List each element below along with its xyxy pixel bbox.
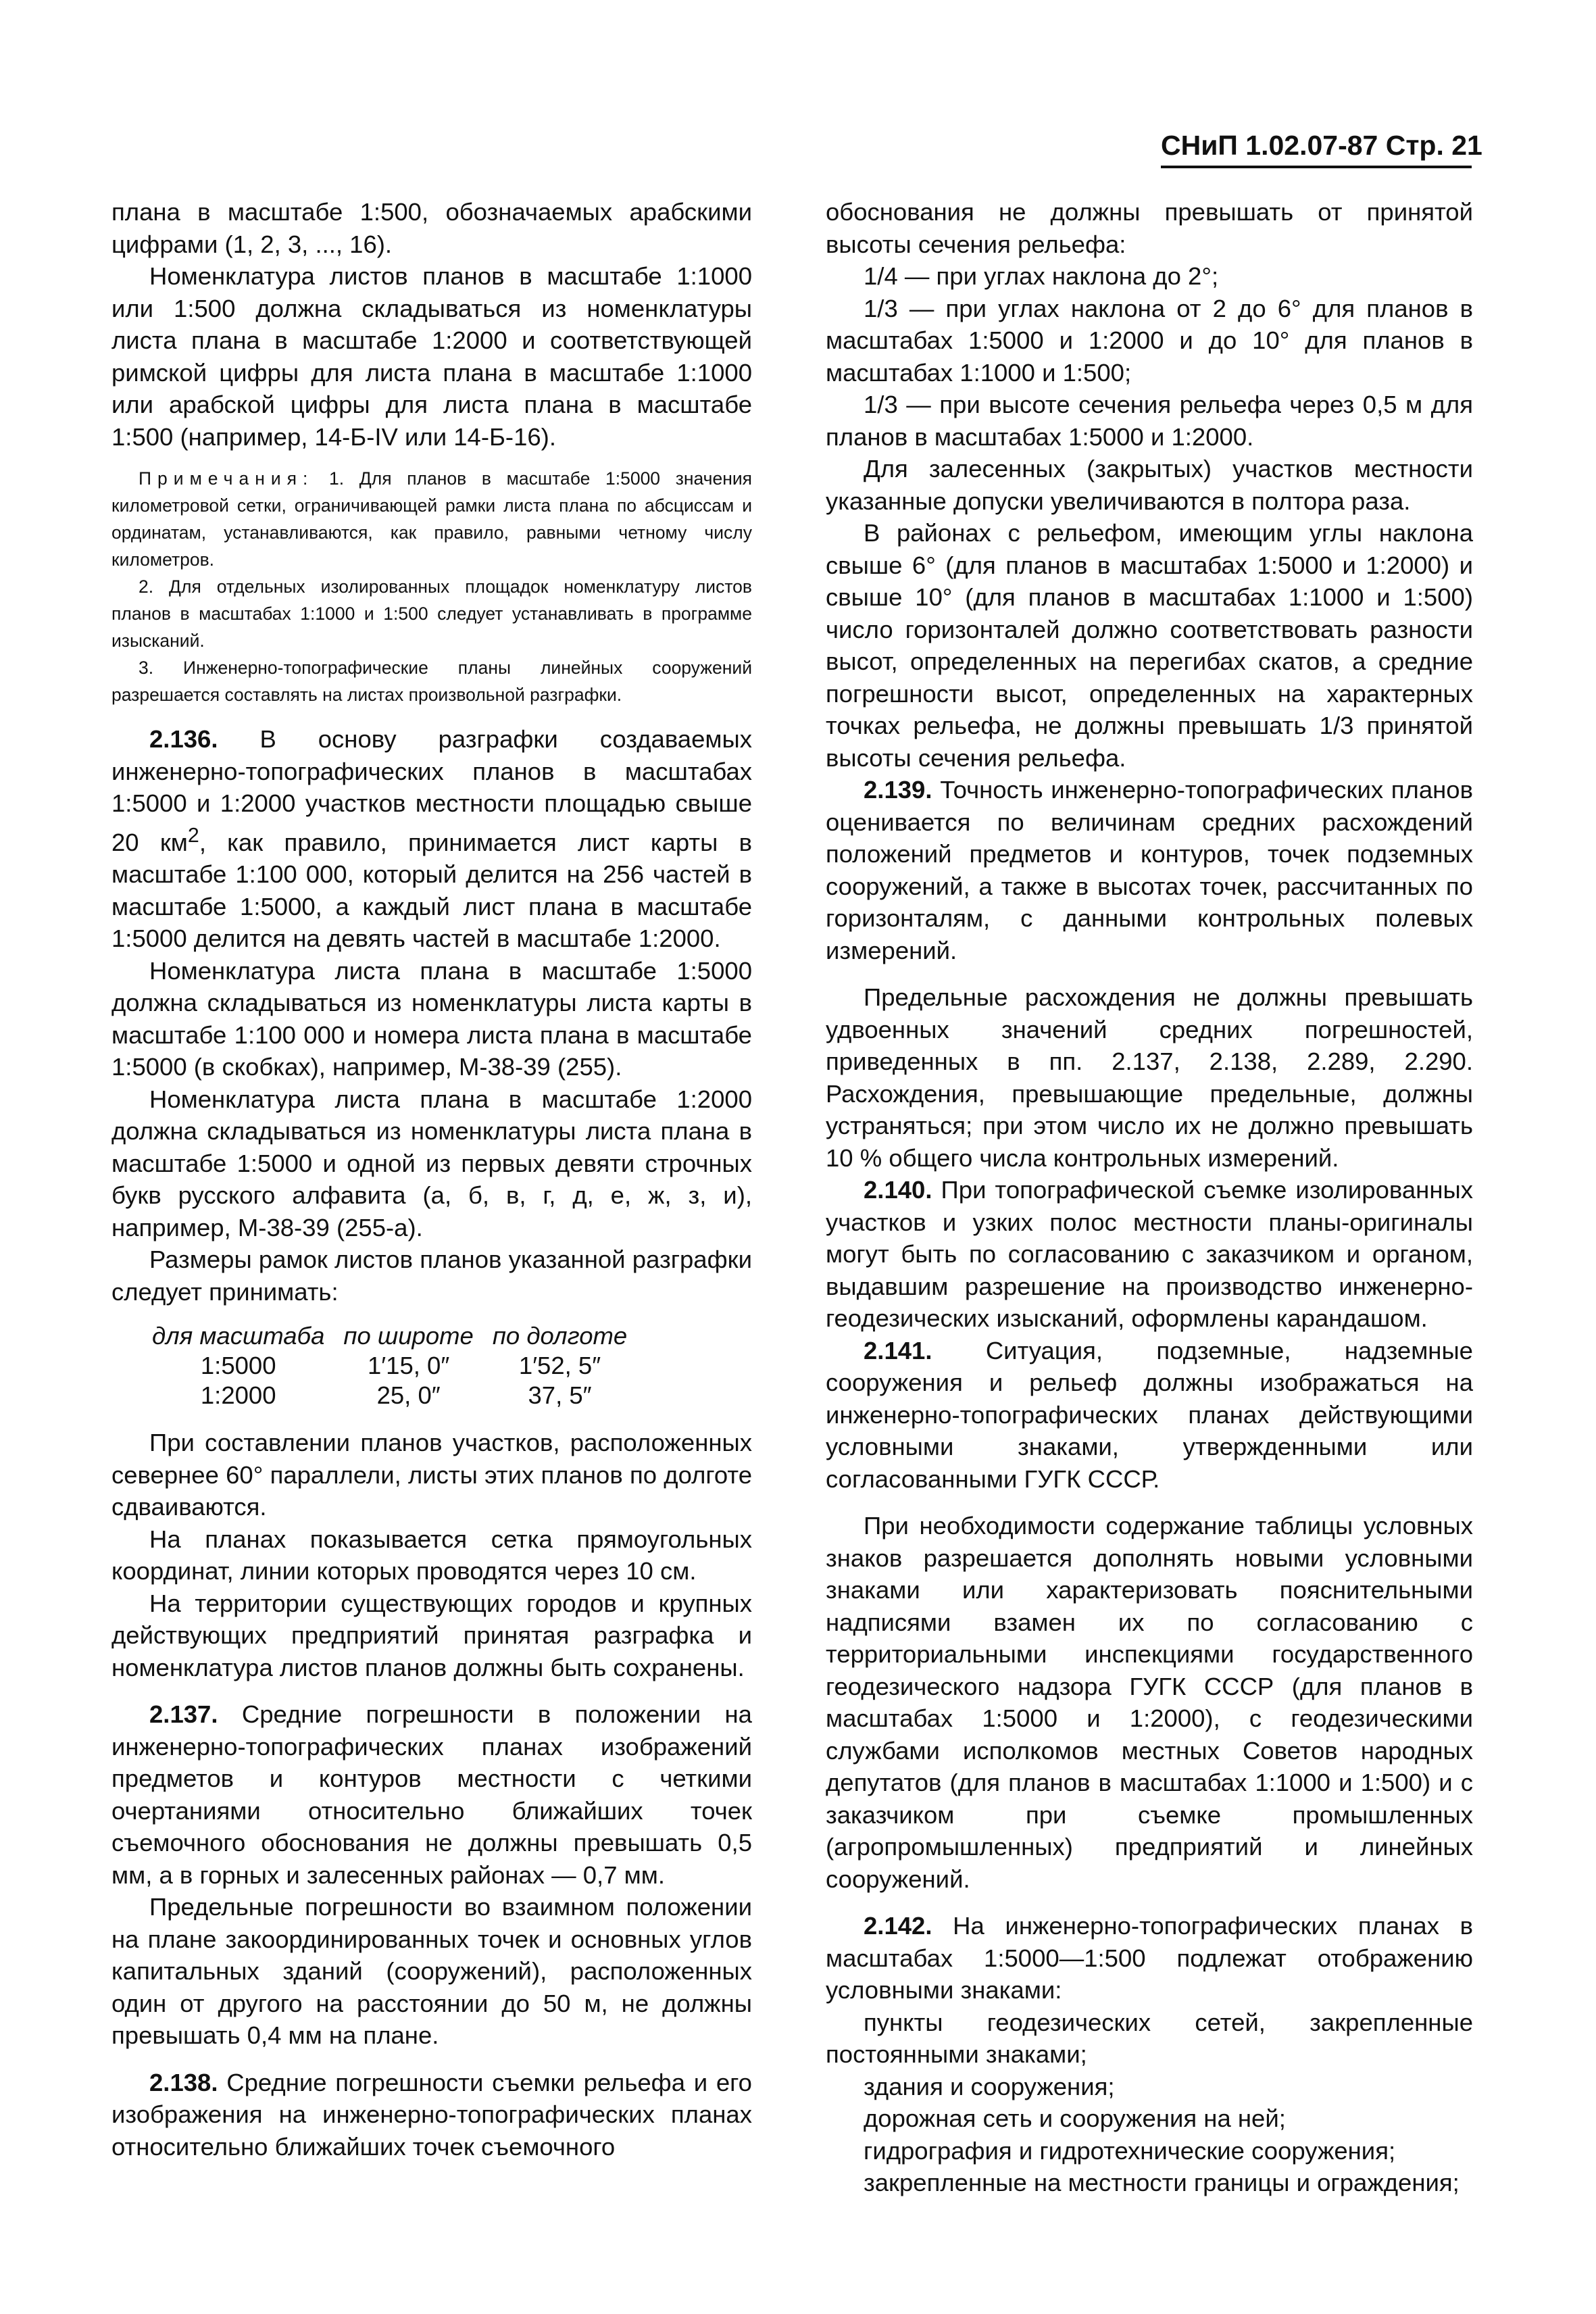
- note: 2. Для отдельных изолированных площадок номенклатуру листов планов в масштабах 1:1000 и 1:500 следует устанавливать в программе изысканий.: [111, 576, 752, 651]
- left-column: [111, 196, 752, 2163]
- list-item: здания и сооружения;: [864, 2072, 1115, 2100]
- table-cell: 37, 5″: [528, 1381, 592, 1410]
- table-header-row: [152, 1321, 646, 1351]
- clause-number: 2.142.: [864, 1912, 932, 1940]
- notes-block: [111, 465, 752, 708]
- table-cell: 1:2000: [200, 1381, 276, 1410]
- list-item: дорожная сеть и сооружения на ней;: [864, 2104, 1286, 2132]
- paragraph: На планах показывается сетка прямоугольных координат, линии которых проводятся через 10 см.: [111, 1525, 752, 1585]
- paragraph: На территории существующих городов и крупных действующих предприятий принятая разграфка и номенклатура листов планов должны быть сохранены.: [111, 1589, 752, 1681]
- clause-text: Средние погрешности в положении на инженерно-топографических планах изображений предметов и контуров местности с четкими очертаниями относительно ближайших точек съемочного обоснования не должны превышать 0,5 мм, а в горных и залесенных районах — 0,7 мм.: [111, 1700, 752, 1889]
- clause-2-141: [826, 1335, 1473, 1496]
- clause-number: 2.136.: [149, 725, 218, 753]
- paragraph: Номенклатура листа плана в масштабе 1:2000 должна складываться из номенклатуры листа плана в масштабе 1:5000 и одной из первых девяти строчных букв русского алфавита (а, б, в, г, д, е, ж, з, и), например, М-38-39 (255-а).: [111, 1085, 752, 1241]
- paragraph: В районах с рельефом, имеющим углы наклона свыше 6° (для планов в масштабах 1:5000 и 1:2000) и свыше 10° (для планов в масштабах 1:1000 и 1:500) число горизонталей должно соответствовать разности высот, определенных на перегибах скатов, а средние погрешности высот, определенных на характерных точках рельефа, не должны превышать 1/3 принятой высоты сечения рельефа.: [826, 519, 1473, 772]
- note: [111, 465, 752, 573]
- paragraph: При необходимости содержание таблицы условных знаков разрешается дополнять новыми условными знаками или характеризовать пояснительными надписями взамен их по согласованию с территориальными инспекциями государственного геодезического надзора ГУГК СССР (для планов в масштабах 1:5000 и 1:2000), с геодезическими службами исполкомов местных Советов народных депутатов (для планов в масштабах 1:1000 и 1:500) и с заказчиком при съемке промышленных (агропромышленных) предприятий и линейных сооружений.: [826, 1512, 1473, 1893]
- clause-text: Ситуация, подземные, надземные сооружения и рельеф должны изображаться на инженерно-топографических планах действующими условными знаками, утвержденными или согласованными ГУГК СССР.: [826, 1336, 1473, 1493]
- clause-number: 2.141.: [864, 1336, 932, 1364]
- table-cell: 1′52, 5″: [518, 1352, 601, 1380]
- paragraph: Размеры рамок листов планов указанной разграфки следует принимать:: [111, 1246, 752, 1306]
- clause-2-137: [111, 1698, 752, 1891]
- clause-number: 2.138.: [149, 2068, 218, 2096]
- list-item: закрепленные на местности границы и ограждения;: [864, 2169, 1460, 2196]
- paragraph: Номенклатура листов планов в масштабе 1:1000 или 1:500 должна складываться из номенклатуры листа плана в масштабе 1:2000 и соответствующей римской цифры для листа плана в масштабе 1:1000 или арабской цифры для листа плана в масштабе 1:500 (например, 14-Б-IV или 14-Б-16).: [111, 262, 752, 451]
- right-column: [826, 196, 1473, 2199]
- table-header: по широте: [343, 1322, 474, 1350]
- note: 3. Инженерно-топографические планы линейных сооружений разрешается составлять на листах произвольной разграфки.: [111, 658, 752, 705]
- paragraph: Предельные погрешности во взаимном положении на плане закоординированных точек и основных углов капитальных зданий (сооружений), расположенных один от другого на расстоянии до 50 м, не должны превышать 0,4 мм на плане.: [111, 1893, 752, 2050]
- table-row: [152, 1381, 646, 1410]
- clause-text: В основу разграфки создаваемых инженерно-топографических планов в масштабах 1:5000 и 1:2000 участков местности площадью свыше 20 км: [111, 725, 752, 856]
- frame-size-table: [152, 1321, 646, 1410]
- list-item: гидрография и гидротехнические сооружения;: [864, 2136, 1396, 2165]
- clause-2-136: [111, 723, 752, 955]
- clause-2-139: [826, 774, 1473, 966]
- tolerance-item: 1/3 — при углах наклона от 2 до 6° для планов в масштабах 1:5000 и 1:2000 и до 10° для планов в масштабах 1:1000 и 1:500;: [826, 294, 1473, 387]
- paragraph: плана в масштабе 1:500, обозначаемых арабскими цифрами (1, 2, 3, ..., 16).: [111, 198, 752, 258]
- page-header: СНиП 1.02.07-87 Стр. 21: [1161, 130, 1472, 168]
- clause-2-138: [111, 2067, 752, 2163]
- paragraph: Для залесенных (закрытых) участков местности указанные допуски увеличиваются в полтора раза.: [826, 455, 1473, 515]
- paragraph: При составлении планов участков, расположенных севернее 60° параллели, листы этих планов по долготе сдваиваются.: [111, 1429, 752, 1521]
- clause-2-142: [826, 1910, 1473, 2007]
- clause-2-140: [826, 1174, 1473, 1335]
- notes-label: Примечания:: [139, 468, 314, 489]
- clause-text: Точность инженерно-топографических планов оценивается по величинам средних расхождений положений предметов и контуров, точек подземных сооружений, а также в высотах точек, рассчитанных по горизонталям, с данными контрольных полевых измерений.: [826, 776, 1473, 964]
- symbol-list: [826, 2007, 1473, 2199]
- list-item: пункты геодезических сетей, закрепленные постоянными знаками;: [826, 2008, 1473, 2068]
- table-row: [152, 1351, 646, 1381]
- table-cell: 1′15, 0″: [368, 1352, 450, 1380]
- table-header: по долготе: [492, 1322, 628, 1350]
- clause-text: , как правило, принимается лист карты в масштабе 1:100 000, который делится на 256 частей в масштабе 1:5000, а каждый лист плана в масштабе 1:5000 делится на девять частей в масштабе 1:2000.: [111, 828, 752, 953]
- table-header: для масштаба: [152, 1322, 325, 1350]
- tolerance-item: 1/3 — при высоте сечения рельефа через 0,5 м для планов в масштабах 1:5000 и 1:2000.: [826, 391, 1473, 451]
- clause-text: При топографической съемке изолированных участков и узких полос местности планы-оригиналы могут быть по согласованию с заказчиком и органом, выдавшим разрешение на производство инженерно-геодезических изысканий, оформлены карандашом.: [826, 1176, 1473, 1332]
- table-cell: 25, 0″: [376, 1381, 441, 1410]
- tolerance-item: 1/4 — при углах наклона до 2°;: [864, 262, 1219, 290]
- table-cell: 1:5000: [200, 1352, 276, 1380]
- superscript: 2: [187, 823, 199, 847]
- paragraph: Предельные расхождения не должны превышать удвоенных значений средних погрешностей, приведенных в пп. 2.137, 2.138, 2.289, 2.290. Расхождения, превышающие предельные, должны устраняться; при этом число их не должно превышать 10 % общего числа контрольных измерений.: [826, 983, 1473, 1172]
- clause-text: Средние погрешности съемки рельефа и его изображения на инженерно-топографических планах относительно ближайших точек съемочного: [111, 2068, 752, 2161]
- note-text: 1. Для планов в масштабе 1:5000 значения километровой сетки, ограничивающей рамки листа плана по абсциссам и ординатам, устанавливаются, как правило, равными четному числу километров.: [111, 468, 752, 570]
- clause-text: На инженерно-топографических планах в масштабах 1:5000—1:500 подлежат отображению условными знаками:: [826, 1912, 1473, 2004]
- clause-number: 2.140.: [864, 1176, 932, 1204]
- paragraph: обоснования не должны превышать от принятой высоты сечения рельефа:: [826, 198, 1473, 258]
- clause-number: 2.137.: [149, 1700, 218, 1729]
- clause-number: 2.139.: [864, 776, 932, 804]
- paragraph: Номенклатура листа плана в масштабе 1:5000 должна складываться из номенклатуры листа карты в масштабе 1:100 000 и номера листа плана в масштабе 1:5000 (в скобках), например, М-38-39 (255).: [111, 956, 752, 1081]
